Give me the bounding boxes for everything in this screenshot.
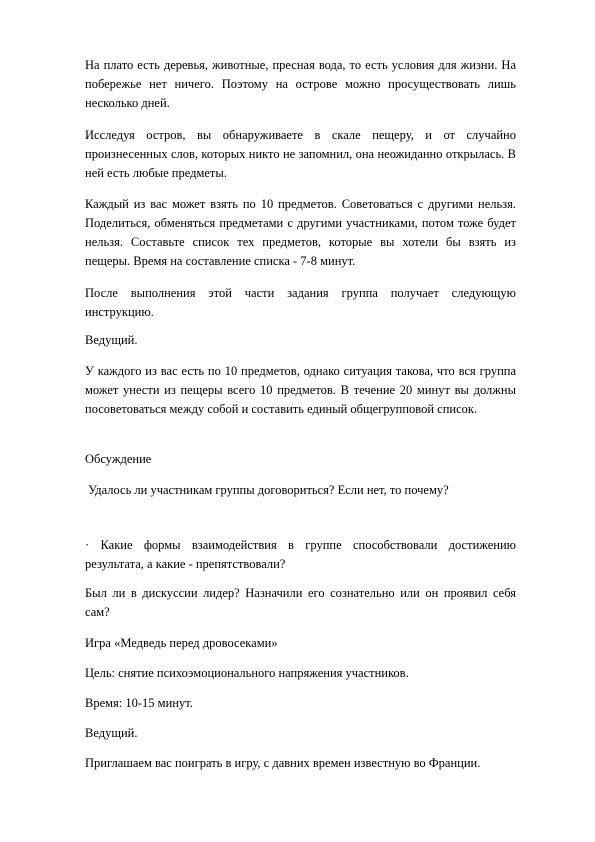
- question-leader: Был ли в дискуссии лидер? Назначили его сознательно или он проявил себя сам?: [85, 586, 516, 619]
- paragraph-after-task: После выполнения этой части задания группа получает следующую инструкцию.: [85, 286, 516, 319]
- paragraph-game-invite: Приглашаем вас поиграть в игру, с давних времен известную во Франции.: [85, 756, 481, 770]
- heading-discussion: Обсуждение: [85, 452, 152, 466]
- question-agreement: Удалось ли участникам группы договориться? Если нет, то почему?: [85, 483, 449, 497]
- paragraph-game-goal: Цель: снятие психоэмоционального напряжения участников.: [85, 666, 409, 680]
- paragraph-items-instruction: Каждый из вас может взять по 10 предметов. Советоваться с другими нельзя. Поделиться, обменяться предметами с другими участниками, потом тоже будет нельзя. Составьте список тех предметов, которые вы хотели бы взять из пещеры. Время на составление списка - 7-8 минут.: [85, 197, 516, 268]
- paragraph-group-list: У каждого из вас есть по 10 предметов, однако ситуация такова, что вся группа может унести из пещеры всего 10 предметов. В течение 20 минут вы должны посоветоваться между собой и составить единый общегрупповой список.: [85, 364, 516, 416]
- question-interaction-forms: · Какие формы взаимодействия в группе способствовали достижению результата, а какие - препятствовали?: [85, 538, 516, 571]
- paragraph-game-time: Время: 10-15 минут.: [85, 696, 193, 710]
- paragraph-host-label-2: Ведущий.: [85, 726, 138, 740]
- paragraph-host-label: Ведущий.: [85, 333, 138, 347]
- paragraph-cave: Исследуя остров, вы обнаруживаете в скале пещеру, и от случайно произнесенных слов, которых никто не запомнил, она неожиданно открылась. В ней есть любые предметы.: [85, 128, 516, 180]
- paragraph-plateau: На плато есть деревья, животные, пресная вода, то есть условия для жизни. На побережье нет ничего. Поэтому на острове можно просуществовать лишь несколько дней.: [85, 58, 516, 110]
- heading-game-title: Игра «Медведь перед дровосеками»: [85, 636, 278, 650]
